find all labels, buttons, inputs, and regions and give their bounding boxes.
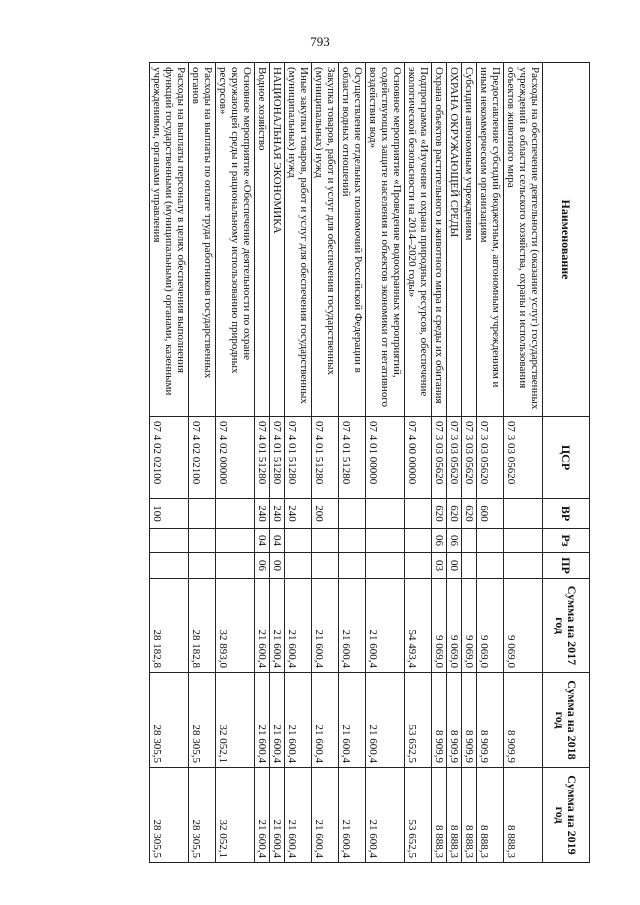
row-pr bbox=[312, 553, 339, 579]
row-vr: 620 bbox=[462, 499, 477, 529]
row-sum-2019: 21 600,4 bbox=[312, 768, 339, 863]
row-csr: 07 4 01 51280 bbox=[312, 417, 339, 499]
table-row bbox=[339, 63, 366, 863]
row-csr: 07 4 02 02100 bbox=[150, 417, 189, 499]
row-sum-2018: 21 600,4 bbox=[339, 673, 366, 768]
row-vr: 620 bbox=[447, 499, 462, 529]
row-pr bbox=[405, 553, 432, 579]
row-sum-2017: 21 600,4 bbox=[285, 579, 312, 673]
row-sum-2017: 9 069,0 bbox=[477, 579, 504, 673]
table-row bbox=[285, 63, 312, 863]
row-vr bbox=[339, 499, 366, 529]
row-rz bbox=[405, 529, 432, 553]
row-csr: 07 4 00 00000 bbox=[405, 417, 432, 499]
row-csr: 07 3 03 05620 bbox=[432, 417, 447, 499]
row-name: Основное мероприятие «Проведение водоохранных мероприятий, содействующих защите населения и объектов экономики от негативного воздействия вод» bbox=[366, 63, 405, 417]
row-name: Субсидии автономным учреждениям bbox=[462, 63, 477, 417]
header-name: Наименование bbox=[543, 63, 590, 417]
row-rz: 06 bbox=[432, 529, 447, 553]
row-sum-2017: 9 069,0 bbox=[447, 579, 462, 673]
row-sum-2017: 21 600,4 bbox=[270, 579, 285, 673]
row-sum-2019: 21 600,4 bbox=[339, 768, 366, 863]
row-sum-2019: 53 652,5 bbox=[405, 768, 432, 863]
row-sum-2017: 21 600,4 bbox=[339, 579, 366, 673]
row-sum-2018: 8 909,9 bbox=[462, 673, 477, 768]
row-vr: 240 bbox=[270, 499, 285, 529]
row-pr bbox=[462, 553, 477, 579]
row-name: Осуществление отдельных полномочий Российской Федерации в области водных отношений bbox=[339, 63, 366, 417]
row-rz bbox=[477, 529, 504, 553]
row-rz bbox=[366, 529, 405, 553]
row-sum-2019: 21 600,4 bbox=[366, 768, 405, 863]
table-row bbox=[255, 63, 270, 863]
row-sum-2017: 9 069,0 bbox=[432, 579, 447, 673]
row-sum-2019: 28 305,5 bbox=[189, 768, 216, 863]
row-vr: 240 bbox=[285, 499, 312, 529]
row-pr: 06 bbox=[255, 553, 270, 579]
table-header-row bbox=[543, 63, 590, 863]
row-csr: 07 4 02 00000 bbox=[216, 417, 255, 499]
row-csr: 07 3 03 05620 bbox=[462, 417, 477, 499]
row-csr: 07 4 02 02100 bbox=[189, 417, 216, 499]
row-csr: 07 4 01 51280 bbox=[285, 417, 312, 499]
row-name: Закупка товаров, работ и услуг для обеспечения государственных (муниципальных) нужд bbox=[312, 63, 339, 417]
row-rz bbox=[216, 529, 255, 553]
row-pr bbox=[504, 553, 543, 579]
row-name: Расходы на выплаты персоналу в целях обеспечения выполнения функций государственными (муниципальными) органами, казенными учреждениями, органами управления bbox=[150, 63, 189, 417]
row-csr: 07 3 03 05620 bbox=[504, 417, 543, 499]
table-row bbox=[216, 63, 255, 863]
row-pr: 00 bbox=[447, 553, 462, 579]
row-sum-2017: 28 182,8 bbox=[150, 579, 189, 673]
row-rz: 04 bbox=[255, 529, 270, 553]
row-rz: 04 bbox=[270, 529, 285, 553]
row-vr: 240 bbox=[255, 499, 270, 529]
row-sum-2017: 9 069,0 bbox=[504, 579, 543, 673]
row-sum-2018: 21 600,4 bbox=[366, 673, 405, 768]
budget-table bbox=[149, 62, 590, 863]
row-sum-2018: 8 909,9 bbox=[477, 673, 504, 768]
row-sum-2017: 21 600,4 bbox=[312, 579, 339, 673]
row-csr: 07 4 01 51280 bbox=[255, 417, 270, 499]
table-row bbox=[432, 63, 447, 863]
row-pr bbox=[366, 553, 405, 579]
row-pr: 00 bbox=[270, 553, 285, 579]
row-sum-2017: 9 069,0 bbox=[462, 579, 477, 673]
row-vr bbox=[504, 499, 543, 529]
row-sum-2017: 21 600,4 bbox=[255, 579, 270, 673]
row-sum-2019: 8 888,3 bbox=[477, 768, 504, 863]
row-vr: 100 bbox=[150, 499, 189, 529]
row-sum-2018: 21 600,4 bbox=[270, 673, 285, 768]
row-sum-2018: 21 600,4 bbox=[312, 673, 339, 768]
row-rz bbox=[189, 529, 216, 553]
row-sum-2019: 21 600,4 bbox=[285, 768, 312, 863]
row-name: Основное мероприятие «Обеспечение деятельности по охране окружающей среды и рациональному использованию природных ресурсов» bbox=[216, 63, 255, 417]
row-vr bbox=[405, 499, 432, 529]
row-sum-2019: 8 888,3 bbox=[504, 768, 543, 863]
row-pr bbox=[477, 553, 504, 579]
row-vr: 200 bbox=[312, 499, 339, 529]
table-row bbox=[366, 63, 405, 863]
row-sum-2019: 21 600,4 bbox=[270, 768, 285, 863]
row-vr: 600 bbox=[477, 499, 504, 529]
row-name: Водное хозяйство bbox=[255, 63, 270, 417]
row-pr: 03 bbox=[432, 553, 447, 579]
row-rz bbox=[504, 529, 543, 553]
row-rz: 06 bbox=[447, 529, 462, 553]
row-name: ОХРАНА ОКРУЖАЮЩЕЙ СРЕДЫ bbox=[447, 63, 462, 417]
row-vr bbox=[216, 499, 255, 529]
header-pr: ПР bbox=[543, 553, 590, 579]
header-vr: ВР bbox=[543, 499, 590, 529]
row-sum-2019: 28 305,5 bbox=[150, 768, 189, 863]
row-sum-2018: 28 305,5 bbox=[150, 673, 189, 768]
row-name: Расходы на выплаты по оплате труда работников государственных органов bbox=[189, 63, 216, 417]
row-sum-2017: 54 493,4 bbox=[405, 579, 432, 673]
row-sum-2018: 21 600,4 bbox=[255, 673, 270, 768]
row-name: Охрана объектов растительного и животного мира и среды их обитания bbox=[432, 63, 447, 417]
row-sum-2019: 8 888,3 bbox=[432, 768, 447, 863]
row-sum-2017: 21 600,4 bbox=[366, 579, 405, 673]
rotated-page bbox=[50, 62, 590, 862]
row-pr bbox=[150, 553, 189, 579]
row-pr bbox=[339, 553, 366, 579]
row-sum-2018: 32 052,1 bbox=[216, 673, 255, 768]
row-pr bbox=[189, 553, 216, 579]
row-sum-2019: 8 888,3 bbox=[447, 768, 462, 863]
row-sum-2018: 8 909,9 bbox=[447, 673, 462, 768]
table-row bbox=[270, 63, 285, 863]
table-row bbox=[447, 63, 462, 863]
table-row bbox=[312, 63, 339, 863]
row-vr bbox=[189, 499, 216, 529]
row-csr: 07 4 01 51280 bbox=[270, 417, 285, 499]
row-csr: 07 3 03 05620 bbox=[477, 417, 504, 499]
row-sum-2019: 32 052,1 bbox=[216, 768, 255, 863]
row-pr bbox=[285, 553, 312, 579]
row-rz bbox=[285, 529, 312, 553]
row-pr bbox=[216, 553, 255, 579]
row-vr bbox=[366, 499, 405, 529]
row-rz bbox=[150, 529, 189, 553]
row-sum-2017: 28 182,8 bbox=[189, 579, 216, 673]
row-sum-2017: 32 893,0 bbox=[216, 579, 255, 673]
row-sum-2018: 28 305,5 bbox=[189, 673, 216, 768]
header-sum-2018: Сумма на 2018 год bbox=[543, 673, 590, 768]
table-row bbox=[477, 63, 504, 863]
row-sum-2019: 8 888,3 bbox=[462, 768, 477, 863]
table-row bbox=[150, 63, 189, 863]
header-sum-2019: Сумма на 2019 год bbox=[543, 768, 590, 863]
row-rz bbox=[339, 529, 366, 553]
table-row bbox=[462, 63, 477, 863]
row-csr: 07 4 01 00000 bbox=[366, 417, 405, 499]
row-csr: 07 4 01 51280 bbox=[339, 417, 366, 499]
row-sum-2018: 8 909,9 bbox=[504, 673, 543, 768]
table-row bbox=[189, 63, 216, 863]
row-sum-2018: 21 600,4 bbox=[285, 673, 312, 768]
page-number: 793 bbox=[310, 34, 330, 49]
header-csr: ЦСР bbox=[543, 417, 590, 499]
row-name: Расходы на обеспечение деятельности (оказание услуг) государственных учреждений в области сельского хозяйства, охраны и использования объектов животного мира bbox=[504, 63, 543, 417]
row-name: Подпрограмма «Изучение и охрана природных ресурсов, обеспечение экологической безопасности на 2014–2020 годы» bbox=[405, 63, 432, 417]
row-name: Предоставление субсидий бюджетным, автономным учреждениям и иным некоммерческим организациям bbox=[477, 63, 504, 417]
row-sum-2018: 8 909,9 bbox=[432, 673, 447, 768]
row-sum-2018: 53 652,5 bbox=[405, 673, 432, 768]
header-rz: Рз bbox=[543, 529, 590, 553]
row-name: НАЦИОНАЛЬНАЯ ЭКОНОМИКА bbox=[270, 63, 285, 417]
header-sum-2017: Сумма на 2017 год bbox=[543, 579, 590, 673]
row-name: Иные закупки товаров, работ и услуг для обеспечения государственных (муниципальных) нужд bbox=[285, 63, 312, 417]
table-row bbox=[405, 63, 432, 863]
row-csr: 07 3 03 05620 bbox=[447, 417, 462, 499]
row-vr: 620 bbox=[432, 499, 447, 529]
row-sum-2019: 21 600,4 bbox=[255, 768, 270, 863]
table-row bbox=[504, 63, 543, 863]
row-rz bbox=[312, 529, 339, 553]
row-rz bbox=[462, 529, 477, 553]
